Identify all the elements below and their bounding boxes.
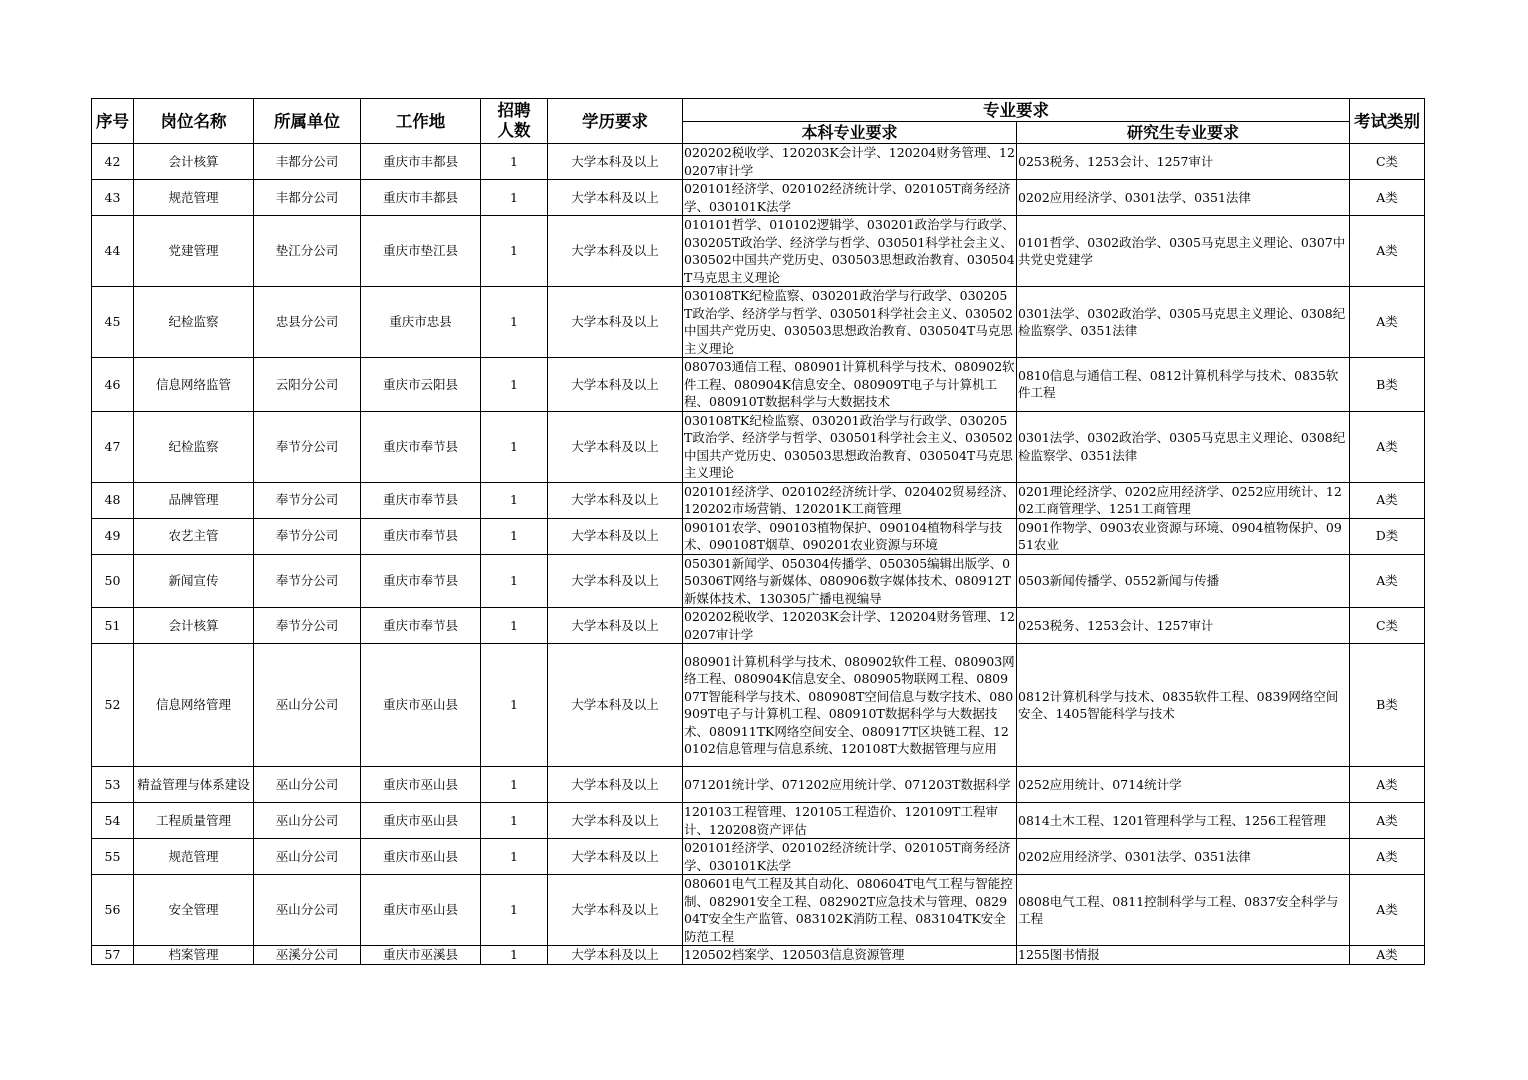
cell-unit: 巫山分公司 <box>254 767 361 803</box>
cell-count: 1 <box>481 608 548 644</box>
cell-location: 重庆市巫山县 <box>361 767 481 803</box>
cell-count: 1 <box>481 358 548 412</box>
table-row <box>92 518 1425 554</box>
cell-education: 大学本科及以上 <box>548 803 683 839</box>
table-row <box>92 946 1425 965</box>
table-row <box>92 287 1425 358</box>
cell-undergrad: 090101农学、090103植物保护、090104植物科学与技术、090108T烟草、090201农业资源与环境 <box>683 518 1017 554</box>
table-row <box>92 144 1425 180</box>
cell-seq: 57 <box>92 946 134 965</box>
cell-education: 大学本科及以上 <box>548 946 683 965</box>
header-post: 岗位名称 <box>134 99 254 144</box>
cell-post: 会计核算 <box>134 144 254 180</box>
cell-location: 重庆市奉节县 <box>361 482 481 518</box>
cell-exam: A类 <box>1350 803 1425 839</box>
cell-unit: 巫山分公司 <box>254 644 361 767</box>
cell-grad: 1255图书情报 <box>1017 946 1350 965</box>
cell-exam: A类 <box>1350 875 1425 946</box>
header-location: 工作地 <box>361 99 481 144</box>
cell-exam: D类 <box>1350 518 1425 554</box>
cell-post: 纪检监察 <box>134 287 254 358</box>
cell-unit: 奉节分公司 <box>254 411 361 482</box>
cell-grad: 0101哲学、0302政治学、0305马克思主义理论、0307中共党史党建学 <box>1017 216 1350 287</box>
cell-undergrad: 020202税收学、120203K会计学、120204财务管理、120207审计学 <box>684 145 1015 178</box>
cell-education: 大学本科及以上 <box>548 287 683 358</box>
cell-count: 1 <box>481 287 548 358</box>
cell-undergrad: 120103工程管理、120105工程造价、120109T工程审计、120208资产评估 <box>683 803 1017 839</box>
cell-exam: C类 <box>1350 144 1425 180</box>
cell-location: 重庆市巫山县 <box>361 875 481 946</box>
cell-undergrad: 120502档案学、120503信息资源管理 <box>683 946 1017 965</box>
cell-exam: A类 <box>1350 287 1425 358</box>
cell-unit: 丰都分公司 <box>254 144 361 180</box>
cell-grad: 0202应用经济学、0301法学、0351法律 <box>1017 180 1350 216</box>
table-row <box>92 767 1425 803</box>
table-row <box>92 644 1425 767</box>
cell-count: 1 <box>481 839 548 875</box>
cell-education: 大学本科及以上 <box>548 875 683 946</box>
cell-grad: 0901作物学、0903农业资源与环境、0904植物保护、0951农业 <box>1017 518 1350 554</box>
cell-grad: 0252应用统计、0714统计学 <box>1017 767 1350 803</box>
cell-count: 1 <box>481 803 548 839</box>
cell-location: 重庆市奉节县 <box>361 518 481 554</box>
cell-location: 重庆市丰都县 <box>361 180 481 216</box>
cell-exam: A类 <box>1350 482 1425 518</box>
cell-grad: 0503新闻传播学、0552新闻与传播 <box>1017 554 1350 608</box>
cell-post: 规范管理 <box>134 180 254 216</box>
cell-count: 1 <box>481 767 548 803</box>
cell-post: 安全管理 <box>134 875 254 946</box>
cell-post: 工程质量管理 <box>134 803 254 839</box>
cell-exam: A类 <box>1350 180 1425 216</box>
cell-location: 重庆市奉节县 <box>361 608 481 644</box>
cell-location: 重庆市丰都县 <box>361 144 481 180</box>
cell-post: 会计核算 <box>134 608 254 644</box>
header-major: 专业要求 <box>683 99 1350 122</box>
cell-education: 大学本科及以上 <box>548 358 683 412</box>
cell-unit: 云阳分公司 <box>254 358 361 412</box>
cell-location: 重庆市巫山县 <box>361 839 481 875</box>
cell-unit: 巫山分公司 <box>254 875 361 946</box>
cell-seq: 45 <box>92 287 134 358</box>
cell-grad: 0812计算机科学与技术、0835软件工程、0839网络空间安全、1405智能科学与技术 <box>1017 644 1350 767</box>
cell-count: 1 <box>481 411 548 482</box>
table-row <box>92 180 1425 216</box>
cell-count: 1 <box>481 875 548 946</box>
table-row <box>92 803 1425 839</box>
cell-seq: 47 <box>92 411 134 482</box>
cell-exam: A类 <box>1350 946 1425 965</box>
header-grad: 研究生专业要求 <box>1017 122 1350 144</box>
cell-grad: 0201理论经济学、0202应用经济学、0252应用统计、1202工商管理学、1251工商管理 <box>1017 482 1350 518</box>
cell-unit: 丰都分公司 <box>254 180 361 216</box>
cell-seq: 55 <box>92 839 134 875</box>
cell-unit: 奉节分公司 <box>254 518 361 554</box>
table-row <box>92 482 1425 518</box>
cell-count: 1 <box>481 180 548 216</box>
header-count: 招聘人数 <box>481 99 548 144</box>
table-row <box>92 608 1425 644</box>
cell-seq: 50 <box>92 554 134 608</box>
cell-unit: 奉节分公司 <box>254 482 361 518</box>
cell-education: 大学本科及以上 <box>548 411 683 482</box>
cell-location: 重庆市奉节县 <box>361 554 481 608</box>
cell-undergrad: 020101经济学、020102经济统计学、020105T商务经济学、030101K法学 <box>683 180 1017 216</box>
cell-education: 大学本科及以上 <box>548 608 683 644</box>
table-row <box>92 839 1425 875</box>
cell-exam: C类 <box>1350 608 1425 644</box>
cell-undergrad: 080703通信工程、080901计算机科学与技术、080902软件工程、080904K信息安全、080909T电子与计算机工程、080910T数据科学与大数据技术 <box>684 359 1015 409</box>
cell-seq: 56 <box>92 875 134 946</box>
cell-grad: 0301法学、0302政治学、0305马克思主义理论、0308纪检监察学、0351法律 <box>1017 411 1350 482</box>
cell-undergrad: 020202税收学、120203K会计学、120204财务管理、120207审计学 <box>684 609 1015 642</box>
cell-grad: 0814土木工程、1201管理科学与工程、1256工程管理 <box>1017 803 1350 839</box>
cell-undergrad: 020101经济学、020102经济统计学、020105T商务经济学、030101K法学 <box>683 839 1017 875</box>
cell-exam: A类 <box>1350 767 1425 803</box>
table-row <box>92 358 1425 412</box>
cell-education: 大学本科及以上 <box>548 644 683 767</box>
cell-post: 农艺主管 <box>134 518 254 554</box>
cell-unit: 巫山分公司 <box>254 839 361 875</box>
cell-unit: 巫溪分公司 <box>254 946 361 965</box>
cell-education: 大学本科及以上 <box>548 482 683 518</box>
cell-location: 重庆市垫江县 <box>361 216 481 287</box>
cell-undergrad: 080601电气工程及其自动化、080604T电气工程与智能控制、082901安全工程、082902T应急技术与管理、082904T安全生产监管、083102K消防工程、083104TK安全防范工程 <box>683 875 1017 946</box>
cell-seq: 49 <box>92 518 134 554</box>
cell-education: 大学本科及以上 <box>548 767 683 803</box>
cell-seq: 44 <box>92 216 134 287</box>
cell-exam: A类 <box>1350 554 1425 608</box>
cell-exam: A类 <box>1350 216 1425 287</box>
cell-undergrad: 080901计算机科学与技术、080902软件工程、080903网络工程、080904K信息安全、080905物联网工程、080907T智能科学与技术、080908T空间信息与数字技术、080909T电子与计算机工程、080910T数据科学与大数据技术、080911TK网络空间安全、080917T区块链工程、120102信息管理与信息系统、120108T大数据管理与应用 <box>683 644 1017 767</box>
cell-undergrad: 030108TK纪检监察、030201政治学与行政学、030205T政治学、经济学与哲学、030501科学社会主义、030502中国共产党历史、030503思想政治教育、030504T马克思主义理论 <box>683 287 1017 358</box>
cell-undergrad: 030108TK纪检监察、030201政治学与行政学、030205T政治学、经济学与哲学、030501科学社会主义、030502中国共产党历史、030503思想政治教育、030504T马克思主义理论 <box>683 411 1017 482</box>
cell-undergrad: 010101哲学、010102逻辑学、030201政治学与行政学、030205T政治学、经济学与哲学、030501科学社会主义、030502中国共产党历史、030503思想政治教育、030504T马克思主义理论 <box>684 217 1015 285</box>
cell-education: 大学本科及以上 <box>548 839 683 875</box>
cell-count: 1 <box>481 518 548 554</box>
cell-grad: 0301法学、0302政治学、0305马克思主义理论、0308纪检监察学、0351法律 <box>1017 287 1350 358</box>
cell-grad: 0253税务、1253会计、1257审计 <box>1017 608 1350 644</box>
cell-education: 大学本科及以上 <box>548 180 683 216</box>
cell-grad: 0808电气工程、0811控制科学与工程、0837安全科学与工程 <box>1017 875 1350 946</box>
cell-post: 规范管理 <box>134 839 254 875</box>
cell-location: 重庆市云阳县 <box>361 358 481 412</box>
cell-education: 大学本科及以上 <box>548 216 683 287</box>
cell-grad: 0253税务、1253会计、1257审计 <box>1017 144 1350 180</box>
recruitment-table <box>91 98 1425 965</box>
cell-count: 1 <box>481 482 548 518</box>
cell-seq: 53 <box>92 767 134 803</box>
cell-post: 品牌管理 <box>134 482 254 518</box>
cell-grad: 0810信息与通信工程、0812计算机科学与技术、0835软件工程 <box>1017 358 1350 412</box>
cell-exam: A类 <box>1350 411 1425 482</box>
header-seq: 序号 <box>92 99 134 144</box>
cell-location: 重庆市巫溪县 <box>361 946 481 965</box>
cell-seq: 48 <box>92 482 134 518</box>
cell-seq: 43 <box>92 180 134 216</box>
table-row <box>92 875 1425 946</box>
cell-location: 重庆市巫山县 <box>361 803 481 839</box>
cell-seq: 51 <box>92 608 134 644</box>
table-header <box>92 99 1425 144</box>
cell-grad: 0202应用经济学、0301法学、0351法律 <box>1017 839 1350 875</box>
header-undergrad: 本科专业要求 <box>683 122 1017 144</box>
header-unit: 所属单位 <box>254 99 361 144</box>
cell-unit: 忠县分公司 <box>254 287 361 358</box>
cell-unit: 垫江分公司 <box>254 216 361 287</box>
cell-count: 1 <box>481 946 548 965</box>
table-body <box>92 144 1425 965</box>
cell-unit: 奉节分公司 <box>254 608 361 644</box>
cell-count: 1 <box>481 216 548 287</box>
header-education: 学历要求 <box>548 99 683 144</box>
cell-undergrad: 020101经济学、020102经济统计学、020402贸易经济、120202市场营销、120201K工商管理 <box>684 483 1015 516</box>
table-row <box>92 411 1425 482</box>
cell-count: 1 <box>481 144 548 180</box>
cell-undergrad: 071201统计学、071202应用统计学、071203T数据科学 <box>683 767 1017 803</box>
table-row <box>92 554 1425 608</box>
cell-location: 重庆市巫山县 <box>361 644 481 767</box>
cell-exam: B类 <box>1350 644 1425 767</box>
cell-count: 1 <box>481 644 548 767</box>
cell-seq: 42 <box>92 144 134 180</box>
cell-post: 纪检监察 <box>134 411 254 482</box>
cell-seq: 54 <box>92 803 134 839</box>
cell-unit: 奉节分公司 <box>254 554 361 608</box>
header-exam: 考试类别 <box>1350 99 1425 144</box>
cell-post: 精益管理与体系建设 <box>134 767 254 803</box>
cell-post: 党建管理 <box>134 216 254 287</box>
table-row <box>92 216 1425 287</box>
cell-exam: B类 <box>1350 358 1425 412</box>
cell-seq: 52 <box>92 644 134 767</box>
cell-seq: 46 <box>92 358 134 412</box>
cell-post: 新闻宣传 <box>134 554 254 608</box>
cell-post: 信息网络监管 <box>134 358 254 412</box>
cell-education: 大学本科及以上 <box>548 144 683 180</box>
cell-location: 重庆市忠县 <box>361 287 481 358</box>
cell-education: 大学本科及以上 <box>548 554 683 608</box>
cell-location: 重庆市奉节县 <box>361 411 481 482</box>
cell-post: 档案管理 <box>134 946 254 965</box>
cell-post: 信息网络管理 <box>134 644 254 767</box>
cell-unit: 巫山分公司 <box>254 803 361 839</box>
cell-undergrad: 050301新闻学、050304传播学、050305编辑出版学、050306T网络与新媒体、080906数字媒体技术、080912T新媒体技术、130305广播电视编导 <box>683 554 1017 608</box>
cell-exam: A类 <box>1350 839 1425 875</box>
cell-education: 大学本科及以上 <box>548 518 683 554</box>
cell-count: 1 <box>481 554 548 608</box>
